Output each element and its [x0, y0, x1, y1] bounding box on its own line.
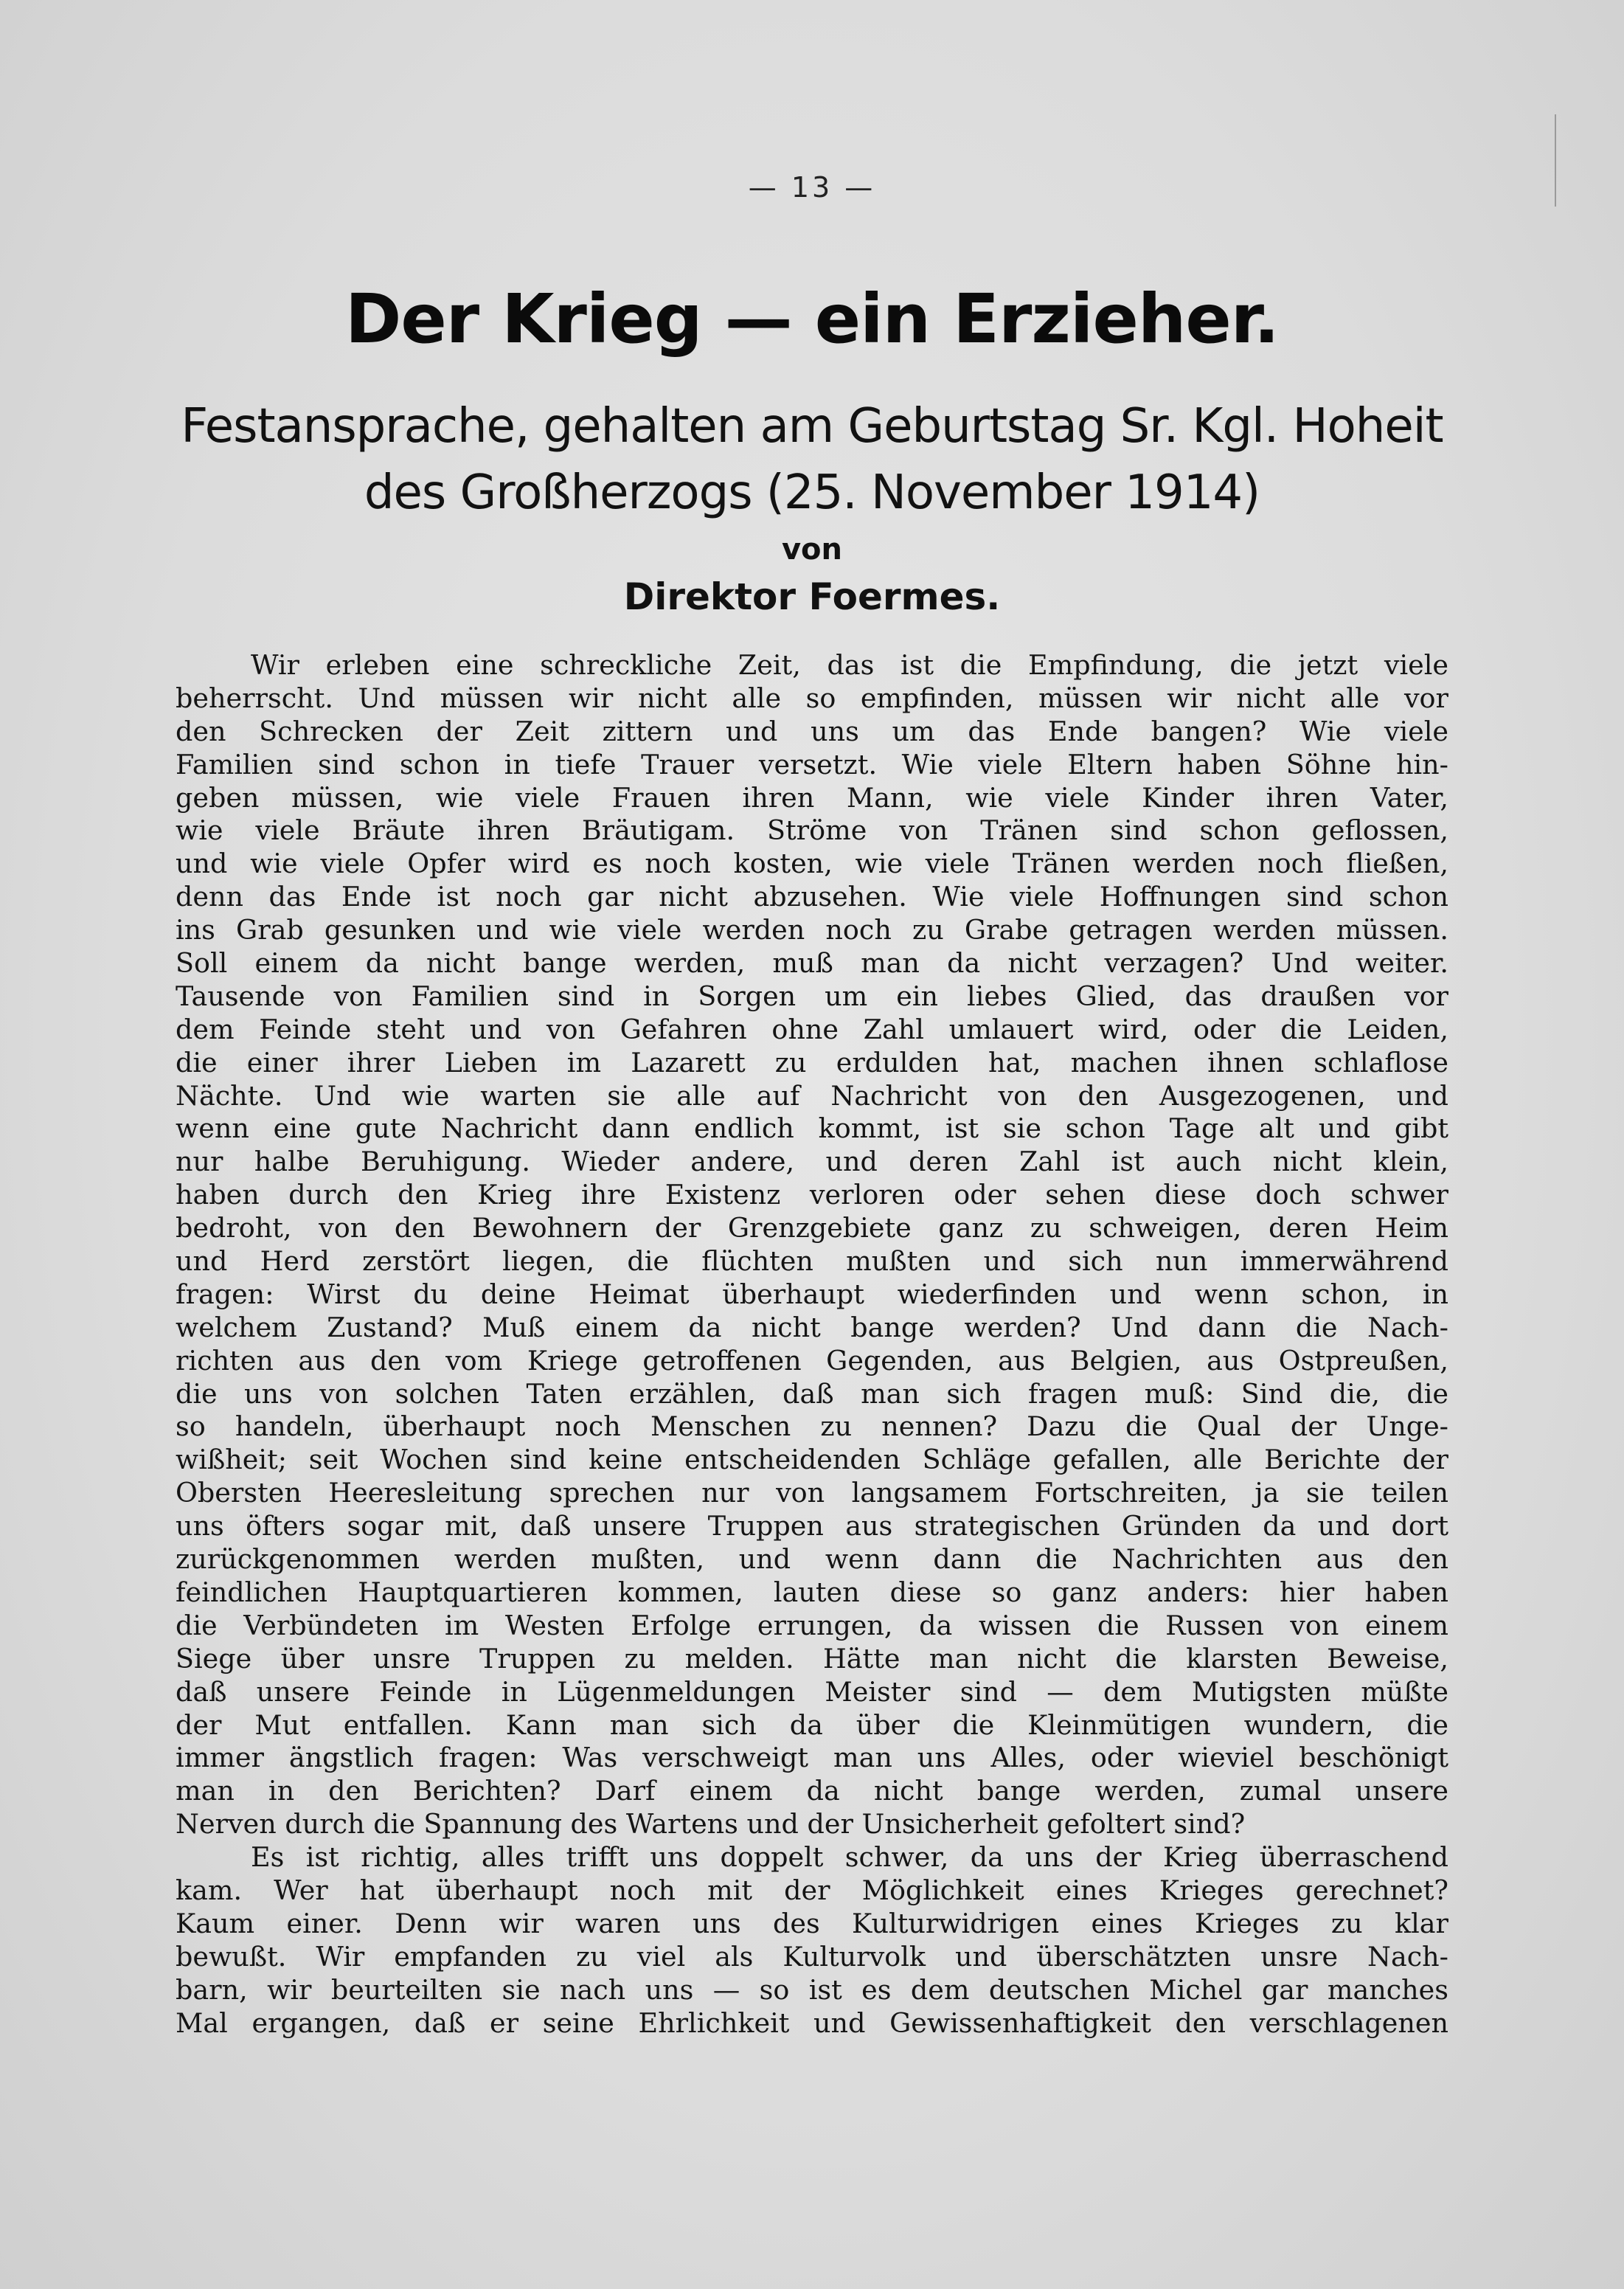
body-line: den Schrecken der Zeit zittern und uns um das Ende bangen? Wie viele [176, 715, 1448, 747]
body-text [176, 649, 1448, 2040]
body-line: man in den Berichten? Darf einem da nicht bange werden, zumal unsere [176, 1775, 1448, 1807]
body-line: die Verbündeten im Westen Erfolge errungen, da wissen die Russen von einem [176, 1609, 1448, 1641]
body-line: daß unsere Feinde in Lügenmeldungen Meister sind — dem Mutigsten müßte [176, 1675, 1448, 1708]
body-line: welchem Zustand? Muß einem da nicht bange werden? Und dann die Nach- [176, 1311, 1448, 1343]
body-line: bewußt. Wir empfanden zu viel als Kulturvolk und überschätzten unsre Nach- [176, 1940, 1448, 1973]
body-line: Wir erleben eine schreckliche Zeit, das ist die Empfindung, die jetzt viele [251, 649, 1448, 681]
body-line: Soll einem da nicht bange werden, muß man da nicht verzagen? Und weiter. [176, 947, 1448, 980]
body-line: haben durch den Krieg ihre Existenz verloren oder sehen diese doch schwer [176, 1179, 1448, 1211]
body-line: Nerven durch die Spannung des Wartens und der Unsicherheit gefoltert sind? [176, 1808, 1246, 1840]
body-line: geben müssen, wie viele Frauen ihren Mann, wie viele Kinder ihren Vater, [176, 781, 1448, 814]
body-line: barn, wir beurteilten sie nach uns — so ist es dem deutschen Michel gar manches [176, 1973, 1448, 2006]
body-line: feindlichen Hauptquartieren kommen, lauten diese so ganz anders: hier haben [176, 1576, 1448, 1608]
body-line: uns öfters sogar mit, daß unsere Truppen aus strategischen Gründen da und dort [176, 1510, 1448, 1542]
body-line: Obersten Heeresleitung sprechen nur von langsamem Fortschreiten, ja sie teilen [176, 1477, 1448, 1509]
subtitle-line-2: des Großherzogs (25. November 1914) [364, 465, 1260, 520]
body-line: beherrscht. Und müssen wir nicht alle so empfinden, müssen wir nicht alle vor [176, 682, 1448, 714]
subtitle-line-1: Festansprache, gehalten am Geburtstag Sr. Kgl. Hoheit [181, 399, 1443, 454]
body-line: nur halbe Beruhigung. Wieder andere, und deren Zahl ist auch nicht klein, [176, 1146, 1448, 1178]
body-line: fragen: Wirst du deine Heimat überhaupt wiederfinden und wenn schon, in [176, 1278, 1448, 1310]
body-line: Nächte. Und wie warten sie alle auf Nachricht von den Ausgezogenen, und [176, 1079, 1448, 1112]
body-line: Kaum einer. Denn wir waren uns des Kulturwidrigen eines Krieges zu klar [176, 1907, 1448, 1939]
body-line: Es ist richtig, alles trifft uns doppelt schwer, da uns der Krieg überraschend [251, 1841, 1448, 1874]
article-title: Der Krieg — ein Erzieher. [345, 280, 1279, 359]
body-line: denn das Ende ist noch gar nicht abzusehen. Wie viele Hoffnungen sind schon [176, 881, 1448, 913]
page-number: — 13 — [748, 171, 876, 204]
body-line: zurückgenommen werden mußten, und wenn dann die Nachrichten aus den [176, 1543, 1448, 1576]
body-line: dem Feinde steht und von Gefahren ohne Zahl umlauert wird, oder die Leiden, [176, 1013, 1448, 1045]
body-line: Tausende von Familien sind in Sorgen um ein liebes Glied, das draußen vor [176, 980, 1448, 1012]
author-name: Direktor Foermes. [623, 575, 1001, 618]
body-line: Siege über unsre Truppen zu melden. Hätte man nicht die klarsten Beweise, [176, 1642, 1448, 1675]
byline-prefix: von [781, 533, 843, 567]
body-line: kam. Wer hat überhaupt noch mit der Möglichkeit eines Krieges gerechnet? [176, 1874, 1448, 1906]
body-line: richten aus den vom Kriege getroffenen Gegenden, aus Belgien, aus Ostpreußen, [176, 1344, 1448, 1376]
body-line: Familien sind schon in tiefe Trauer versetzt. Wie viele Eltern haben Söhne hin- [176, 748, 1448, 780]
body-line: ins Grab gesunken und wie viele werden noch zu Grabe getragen werden müssen. [176, 914, 1448, 946]
body-line: die einer ihrer Lieben im Lazarett zu erdulden hat, machen ihnen schlaflose [176, 1046, 1448, 1078]
body-line: wie viele Bräute ihren Bräutigam. Ströme von Tränen sind schon geflossen, [176, 814, 1448, 847]
body-line: immer ängstlich fragen: Was verschweigt man uns Alles, oder wieviel beschönigt [176, 1742, 1448, 1774]
body-line: so handeln, überhaupt noch Menschen zu nennen? Dazu die Qual der Unge- [176, 1410, 1448, 1443]
body-line: und Herd zerstört liegen, die flüchten mußten und sich nun immerwährend [176, 1245, 1448, 1278]
body-line: wißheit; seit Wochen sind keine entscheidenden Schläge gefallen, alle Berichte der [176, 1444, 1448, 1476]
body-line: wenn eine gute Nachricht dann endlich kommt, ist sie schon Tage alt und gibt [176, 1112, 1448, 1145]
body-line: die uns von solchen Taten erzählen, daß man sich fragen muß: Sind die, die [176, 1377, 1448, 1410]
body-line: Mal ergangen, daß er seine Ehrlichkeit und Gewissenhaftigkeit den verschlagenen [176, 2006, 1448, 2039]
body-line: und wie viele Opfer wird es noch kosten, wie viele Tränen werden noch fließen, [176, 848, 1448, 880]
body-line: bedroht, von den Bewohnern der Grenzgebiete ganz zu schweigen, deren Heim [176, 1212, 1448, 1244]
body-line: der Mut entfallen. Kann man sich da über die Kleinmütigen wundern, die [176, 1708, 1448, 1741]
